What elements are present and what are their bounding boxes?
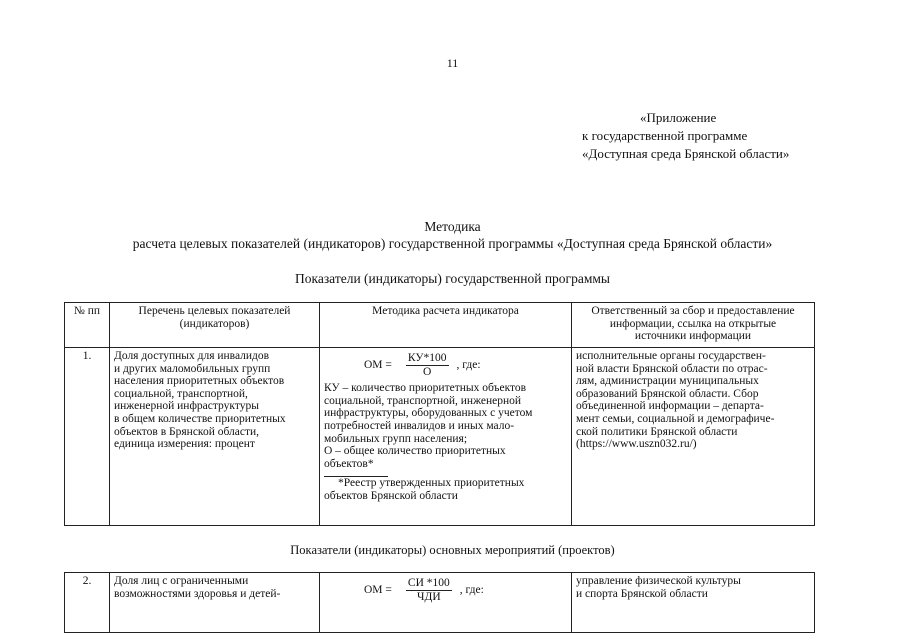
appendix-line: к государственной программе [582,128,748,143]
responsible-line: ной власти Брянской области по отрас- [576,362,768,375]
header-num: № пп [65,303,110,348]
indicator-line: объектов в Брянской области, [114,425,260,438]
header-line: (индикаторов) [179,317,250,330]
method-line: объектов* [324,457,374,470]
responsible-line: управление физической культуры [576,575,741,587]
responsible-line: лям, администрации муниципальных [576,375,759,388]
formula-numerator: СИ *100 [407,577,450,589]
formula [364,352,567,378]
method-cell [320,573,572,633]
indicator-cell [110,573,320,633]
responsible-cell [572,348,815,526]
header-line: Ответственный за сбор и предоставление [591,305,795,317]
indicator-line: и других маломобильных групп [114,362,271,375]
appendix-line: «Приложение [640,110,717,125]
responsible-line: объединенной информации – департа- [576,400,764,413]
header-responsible [572,303,815,348]
header-indicator-list [110,303,320,348]
document-title: Методика [424,219,481,234]
formula-fraction [406,352,449,378]
method-line: КУ – количество приоритетных объектов [324,382,527,395]
responsible-line: образований Брянской области. Сбор [576,387,759,400]
indicator-line: социальной, транспортной, [114,387,248,400]
formula-suffix: , где: [459,583,484,596]
header-method: Методика расчета индикатора [320,303,572,348]
row-number: 1. [65,348,110,526]
header-line: Перечень целевых показателей [138,305,291,317]
row-number: 2. [65,573,110,633]
section-heading: Показатели (индикаторы) основных мероприятий (проектов) [290,543,615,557]
table-header-row [65,303,815,348]
indicator-line: возможностями здоровья и детей- [114,587,281,600]
responsible-line: мент семьи, социальной и демографиче- [576,412,775,425]
method-line: мобильных групп населения; [324,432,468,445]
formula-numerator: КУ*100 [407,352,447,364]
responsible-cell [572,573,815,633]
formula-denominator: О [423,365,432,378]
indicator-line: в общем количестве приоритетных [114,412,286,425]
responsible-line: исполнительные органы государствен- [576,350,766,362]
method-line: О – общее количество приоритетных [324,445,506,458]
footnote-line: объектов Брянской области [324,489,458,502]
header-line: информации, ссылка на открытые [609,317,777,330]
responsible-line: ской политики Брянской области [576,425,738,438]
section-heading: Показатели (индикаторы) государственной программы [295,271,610,286]
formula-lhs: ОМ = [364,583,392,596]
formula [364,577,567,603]
table-row [65,348,815,526]
footnote-line: *Реестр утвержденных приоритетных [338,477,525,490]
formula-denominator: ЧДИ [417,590,441,603]
indicators-table [64,302,815,526]
appendix-line: «Доступная среда Брянской области» [582,146,790,161]
method-line: социальной, транспортной, инженерной [324,394,522,407]
formula-suffix: , где: [456,358,481,371]
method-line: потребностей инвалидов и иных мало- [324,419,515,432]
responsible-line: и спорта Брянской области [576,587,708,600]
indicator-cell [110,348,320,526]
indicator-line: инженерной инфраструктуры [114,400,259,413]
appendix-note [582,109,789,163]
document-subtitle: расчета целевых показателей (индикаторов) государственной программы «Доступная среда Брянской области» [132,236,773,251]
indicator-line: населения приоритетных объектов [114,375,285,388]
page-number: 11 [446,56,459,70]
responsible-line: (https://www.uszn032.ru/) [576,438,697,451]
formula-fraction [406,577,452,603]
formula-lhs: ОМ = [364,358,392,371]
method-cell [320,348,572,526]
indicator-line: Доля доступных для инвалидов [114,350,270,362]
header-line: источники информации [634,330,752,343]
indicator-line: единица измерения: процент [114,438,255,451]
events-table [64,572,815,633]
method-line: инфраструктуры, оборудованных с учетом [324,407,533,420]
indicator-line: Доля лиц с ограниченными [114,575,249,587]
table-row [65,573,815,633]
